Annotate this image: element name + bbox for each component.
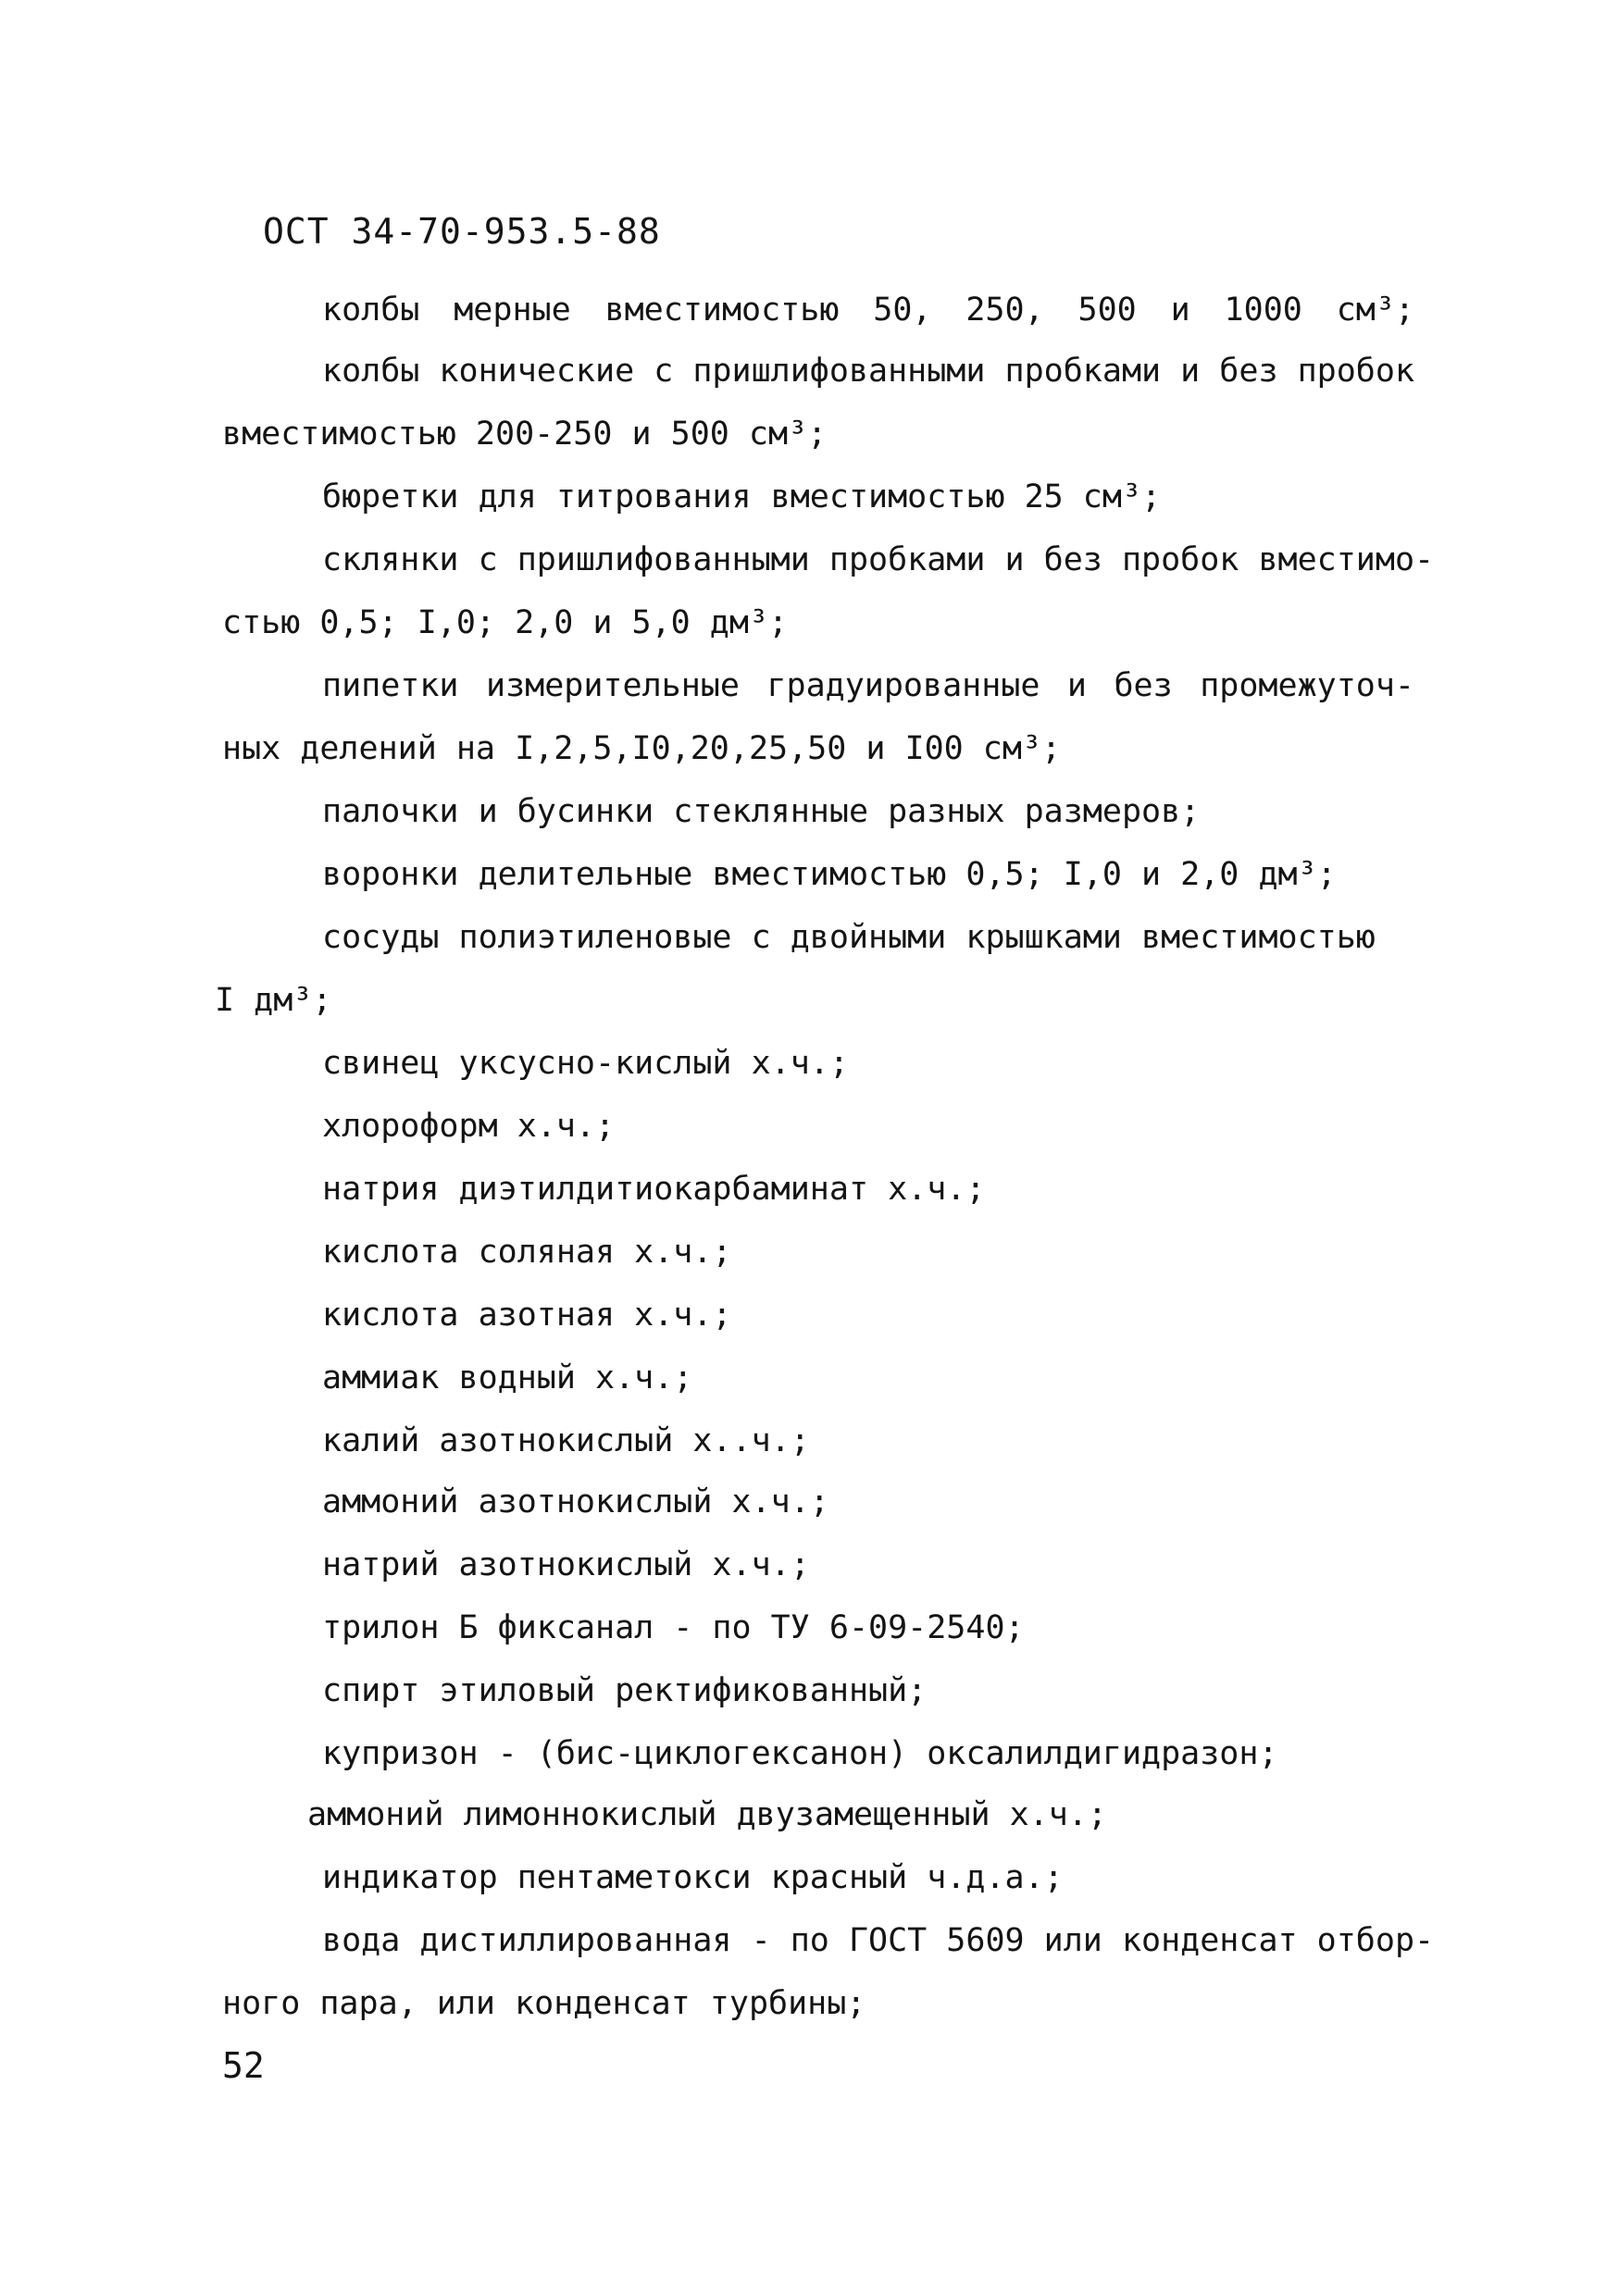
text-line: сосуды полиэтиленовые с двойными крышками вместимостью	[322, 919, 1376, 956]
text-line: кислота азотная х.ч.;	[322, 1297, 732, 1334]
text-line: вода дистиллированная - по ГОСТ 5609 или конденсат отбор-	[322, 1922, 1435, 1959]
text-line: натрия диэтилдитиокарбаминат х.ч.;	[322, 1171, 986, 1208]
text-line: I дм³;	[215, 982, 332, 1019]
text-line: колбы конические с пришлифованными пробками и без пробок	[322, 353, 1415, 390]
text-line: кислота соляная х.ч.;	[322, 1234, 732, 1271]
text-line: стью 0,5; I,0; 2,0 и 5,0 дм³;	[222, 604, 789, 641]
text-line: купризон - (бис-циклогексанон) оксалилдигидразон;	[322, 1735, 1278, 1772]
text-line: хлороформ х.ч.;	[322, 1108, 616, 1145]
text-line: палочки и бусинки стеклянные разных размеров;	[322, 793, 1201, 830]
text-line: калий азотнокислый х..ч.;	[322, 1422, 810, 1459]
text-line: пипетки измерительные градуированные и без промежуточ-	[322, 667, 1414, 704]
text-line: ных делений на I,2,5,I0,20,25,50 и I00 см³;	[222, 730, 1062, 767]
text-line: аммоний азотнокислый х.ч.;	[322, 1483, 829, 1520]
text-line: спирт этиловый ректификованный;	[322, 1672, 928, 1709]
text-line: свинец уксусно-кислый х.ч.;	[322, 1045, 849, 1082]
text-line: склянки с пришлифованными пробками и без пробок вместимо-	[322, 541, 1435, 578]
text-line: колбы мерные вместимостью 50, 250, 500 и 1000 см³;	[322, 292, 1414, 329]
document-code: ОСТ 34-70-953.5-88	[263, 211, 661, 252]
text-line: вместимостью 200-250 и 500 см³;	[222, 416, 828, 453]
text-line: ного пара, или конденсат турбины;	[222, 1985, 866, 2022]
text-line: аммиак водный х.ч.;	[322, 1359, 693, 1396]
text-line: индикатор пентаметокси красный ч.д.а.;	[322, 1859, 1064, 1896]
text-line: бюретки для титрования вместимостью 25 см³;	[322, 478, 1162, 515]
text-line: натрий азотнокислый х.ч.;	[322, 1546, 810, 1583]
page-number: 52	[222, 2045, 265, 2086]
text-line: трилон Б фиксанал - по ТУ 6-09-2540;	[322, 1609, 1025, 1646]
text-line: аммоний лимоннокислый двузамещенный х.ч.;	[307, 1796, 1107, 1833]
text-line: воронки делительные вместимостью 0,5; I,0 и 2,0 дм³;	[322, 856, 1337, 893]
